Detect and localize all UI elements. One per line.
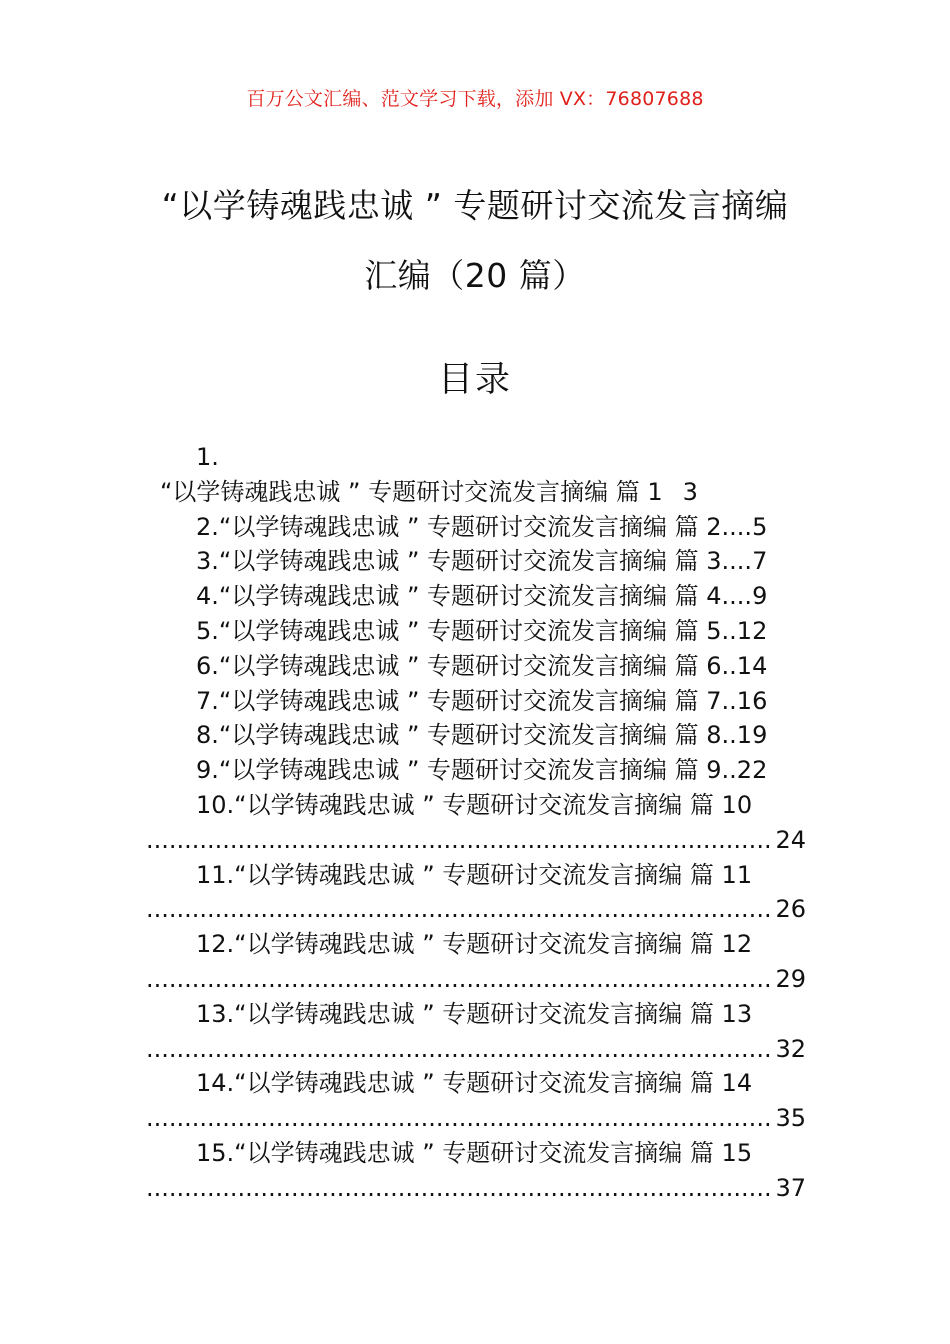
promo-banner: 百万公文汇编、范文学习下载，添加 VX：76807688 [246, 88, 704, 110]
dot-leader [146, 1101, 773, 1136]
toc-entry-title[interactable]: 10.“以学铸魂践忠诚 ” 专题研讨交流发言摘编 篇 10 [196, 790, 753, 819]
toc-entry[interactable]: 7.“以学铸魂践忠诚 ” 专题研讨交流发言摘编 篇 7..16 [196, 686, 768, 715]
toc-entry-leader[interactable] [146, 823, 806, 858]
toc-entry-1-page: 3 [682, 477, 698, 506]
toc-entry-leader[interactable] [146, 892, 806, 927]
toc-entry-1[interactable] [146, 475, 806, 510]
toc-entry-title[interactable]: 15.“以学铸魂践忠诚 ” 专题研讨交流发言摘编 篇 15 [196, 1138, 753, 1167]
toc-entry-leader[interactable] [146, 1032, 806, 1067]
dot-leader [146, 962, 773, 997]
toc-entry-title[interactable]: 12.“以学铸魂践忠诚 ” 专题研讨交流发言摘编 篇 12 [196, 930, 753, 959]
toc-entry-page: 37 [775, 1173, 806, 1202]
toc-entry[interactable]: 3.“以学铸魂践忠诚 ” 专题研讨交流发言摘编 篇 3....7 [196, 547, 768, 576]
table-of-contents [146, 440, 806, 1206]
toc-entry[interactable]: 5.“以学铸魂践忠诚 ” 专题研讨交流发言摘编 篇 5..12 [196, 616, 768, 645]
toc-entry[interactable]: 8.“以学铸魂践忠诚 ” 专题研讨交流发言摘编 篇 8..19 [196, 721, 768, 750]
toc-entry-page: 29 [775, 964, 806, 993]
toc-entry-page: 35 [775, 1104, 806, 1133]
toc-entry-page: 26 [775, 895, 806, 924]
toc-entry[interactable]: 4.“以学铸魂践忠诚 ” 专题研讨交流发言摘编 篇 4....9 [196, 582, 768, 611]
toc-entry-1-number[interactable]: 1. [196, 443, 219, 471]
dot-leader [146, 892, 773, 927]
toc-entry-title[interactable]: 11.“以学铸魂践忠诚 ” 专题研讨交流发言摘编 篇 11 [196, 860, 753, 889]
toc-entry[interactable]: 6.“以学铸魂践忠诚 ” 专题研讨交流发言摘编 篇 6..14 [196, 651, 768, 680]
toc-entry-title[interactable]: 13.“以学铸魂践忠诚 ” 专题研讨交流发言摘编 篇 13 [196, 999, 753, 1028]
toc-entry[interactable]: 9.“以学铸魂践忠诚 ” 专题研讨交流发言摘编 篇 9..22 [196, 756, 768, 785]
dot-leader [146, 1032, 773, 1067]
toc-entry-leader[interactable] [146, 1101, 806, 1136]
toc-heading: 目录 [437, 360, 512, 400]
toc-entry-1-title: “以学铸魂践忠诚 ” 专题研讨交流发言摘编 篇 1 [160, 477, 663, 506]
document-title-line-1: “以学铸魂践忠诚 ” 专题研讨交流发言摘编 [161, 186, 789, 225]
document-title-line-2: 汇编（20 篇） [364, 256, 586, 295]
toc-entry[interactable]: 2.“以学铸魂践忠诚 ” 专题研讨交流发言摘编 篇 2....5 [196, 512, 768, 541]
toc-entry-page: 32 [775, 1034, 806, 1063]
dot-leader [146, 1171, 773, 1206]
dot-leader [146, 823, 773, 858]
toc-entry-title[interactable]: 14.“以学铸魂践忠诚 ” 专题研讨交流发言摘编 篇 14 [196, 1069, 753, 1098]
toc-entry-leader[interactable] [146, 1171, 806, 1206]
toc-entry-leader[interactable] [146, 962, 806, 997]
toc-entry-page: 24 [775, 825, 806, 854]
